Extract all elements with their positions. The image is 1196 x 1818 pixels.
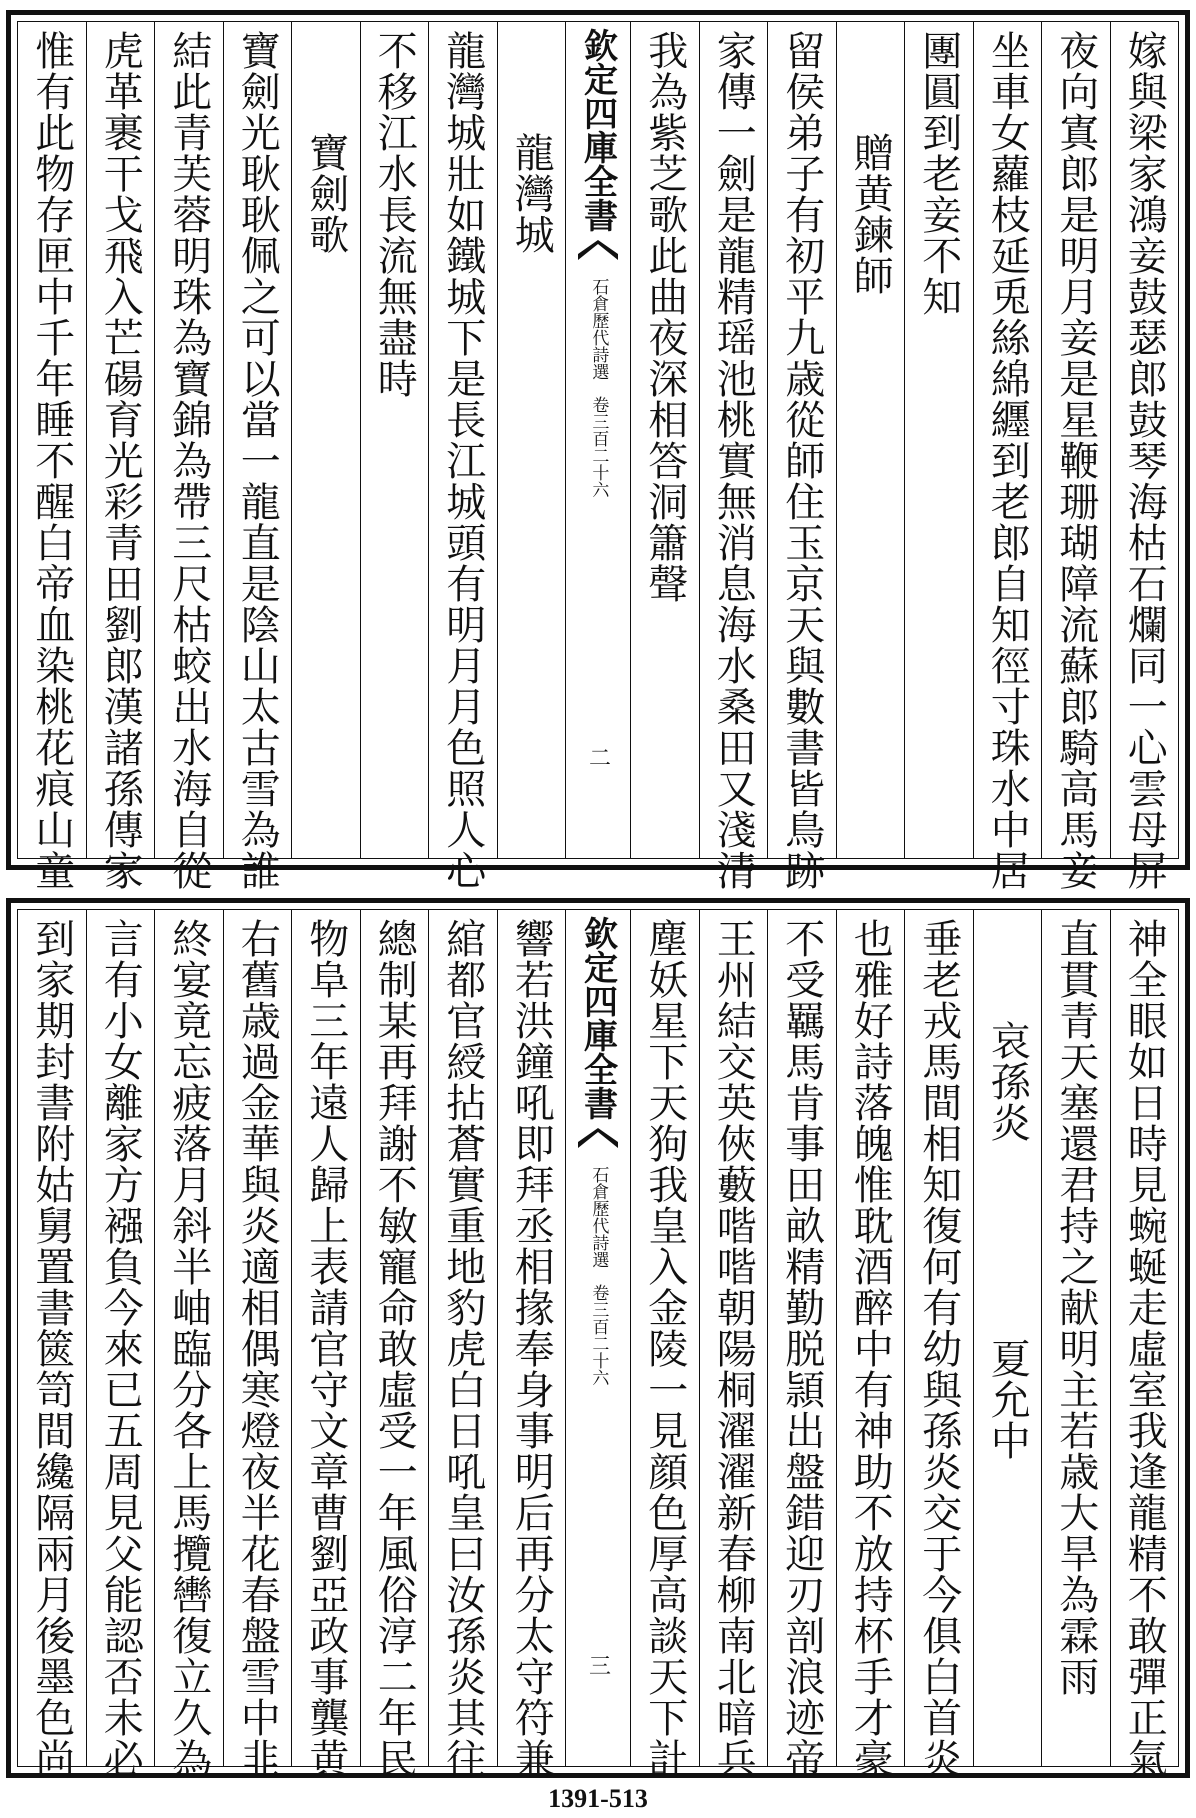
column-text: 到家期封書附姑舅置書篋笥間纔隔兩月後墨色尚 <box>28 918 75 1779</box>
column-text: 言有小女離家方襁負今來已五周見父能認否未必 <box>97 918 144 1779</box>
column-text: 綰都官綬拈蒼實重地豹虎白日吼皇曰汝孫炎其往 <box>439 918 486 1779</box>
volume-number: 卷三百二十六 <box>588 396 609 498</box>
text-column <box>973 22 1042 891</box>
text-column <box>428 910 497 1779</box>
text-column <box>154 910 223 1779</box>
top-page-frame <box>17 21 1179 891</box>
column-text: 物阜三年遠人歸上表請官守文章曹劉亞政事龔黄 <box>302 918 349 1779</box>
poem-title-column <box>836 22 905 858</box>
bottom-page <box>6 898 1190 1778</box>
text-column <box>836 910 905 1779</box>
column-text: 右舊歳過金華與炎適相偶寒燈夜半花春盤雪中韭 <box>234 918 281 1779</box>
column-text: 家傳一劍是龍精瑶池桃實無消息海水桑田又淺清 <box>710 30 757 891</box>
column-text: 龍灣城壯如鐵城下是長江城頭有明月月色照人心 <box>439 30 486 891</box>
column-text: 坐車女蘿枝延兎絲綿纒到老郎自知徑寸珠水中居 <box>984 30 1031 891</box>
text-column <box>699 910 768 1779</box>
text-column <box>1041 910 1110 1766</box>
text-column <box>18 910 86 1779</box>
book-header: 欽定四庫全書 <box>577 916 618 1120</box>
text-column <box>86 22 155 891</box>
fishtail-mark-icon <box>576 1128 620 1150</box>
poem-title: 龍灣城 <box>508 132 555 255</box>
volume-number: 卷三百二十六 <box>588 1284 609 1386</box>
center-margin <box>565 22 630 858</box>
text-column <box>223 22 292 891</box>
column-text: 王州結交英俠藪喈喈朝陽桐濯濯新春柳南北暗兵 <box>710 918 757 1779</box>
column-text: 虎革裹干戈飛入芒碭育光彩青田劉郎漢諸孫傳家 <box>97 30 144 891</box>
center-margin <box>565 910 630 1766</box>
poem-title-column <box>291 22 360 858</box>
text-column <box>630 910 699 1779</box>
page-number: 三 <box>585 1654 611 1676</box>
text-column <box>360 22 429 858</box>
text-column <box>767 910 836 1779</box>
column-text: 塵妖星下天狗我皇入金陵一見顔色厚高談天下計 <box>641 918 688 1779</box>
text-column <box>630 22 699 858</box>
poem-title-column <box>973 910 1042 1766</box>
text-column <box>699 22 768 891</box>
book-header: 欽定四庫全書 <box>577 28 618 232</box>
column-text: 也雅好詩落魄惟耽酒醉中有神助不放持杯手才豪 <box>847 918 894 1779</box>
column-text: 惟有此物存匣中千年睡不醒白帝血染桃花痕山童 <box>28 30 75 891</box>
text-column <box>360 910 429 1779</box>
column-text: 不受羈馬肯事田畝精勤脱頴出盤錯迎刃剖浪迹帝 <box>778 918 825 1779</box>
column-text: 神全眼如日時見蜿蜒走虛室我逢龍精不敢彈正氣 <box>1121 918 1168 1779</box>
column-text: 留侯弟子有初平九歳從師住玉京天與數書皆鳥跡 <box>778 30 825 891</box>
column-text: 結此青芙蓉明珠為寶錦為帶三尺枯蛟出水海自從 <box>165 30 212 891</box>
column-text: 寶劍光耿耿佩之可以當一龍直是陰山太古雪為誰 <box>234 30 281 891</box>
bottom-page-frame <box>17 909 1179 1779</box>
text-column <box>86 910 155 1779</box>
poem-title-column <box>497 22 566 858</box>
page-footer-number: 1391-513 <box>548 1784 648 1813</box>
column-text: 響若洪鐘吼即拜丞相掾奉身事明后再分太守符兼 <box>508 918 555 1779</box>
collection-title: 石倉歷代詩選 <box>588 1166 609 1268</box>
text-column <box>904 22 973 858</box>
column-text: 總制某再拜謝不敏寵命敢虛受一年風俗淳二年民 <box>371 918 418 1779</box>
text-column <box>1041 22 1110 891</box>
text-column <box>291 910 360 1779</box>
text-column <box>428 22 497 891</box>
column-text: 夜向寘郎是明月妾是星鞭珊瑚障流蘇郎騎高馬妾 <box>1052 30 1099 891</box>
text-column <box>1110 22 1179 891</box>
text-column <box>767 22 836 891</box>
collection-title: 石倉歷代詩選 <box>588 278 609 380</box>
top-page <box>6 10 1190 891</box>
column-text: 直貫青天塞還君持之献明主若歳大旱為霖雨 <box>1052 918 1099 1697</box>
poem-title: 寶劍歌 <box>302 132 349 255</box>
text-column <box>154 22 223 891</box>
column-text: 團圓到老妾不知 <box>915 30 962 317</box>
text-column <box>904 910 973 1779</box>
column-text: 垂老戎馬間相知復何有幼與孫炎交于今俱白首炎 <box>915 918 962 1779</box>
page-number: 二 <box>585 746 611 768</box>
fishtail-mark-icon <box>576 240 620 262</box>
text-column <box>497 910 566 1779</box>
column-text: 嫁與梁家鴻妾鼓瑟郎鼓琴海枯石爛同一心雲母屏 <box>1121 30 1168 891</box>
column-text: 終宴竟忘疲落月斜半岫臨分各上馬攬轡復立久為 <box>165 918 212 1779</box>
text-column <box>18 22 86 891</box>
text-column <box>223 910 292 1779</box>
text-column <box>1110 910 1179 1779</box>
column-text: 我為紫芝歌此曲夜深相答洞簫聲 <box>641 30 688 604</box>
poem-author: 夏允中 <box>984 1338 1031 1461</box>
poem-title: 哀孫炎 <box>984 1020 1031 1143</box>
column-text: 不移江水長流無盡時 <box>371 30 418 399</box>
poem-title: 贈黄鍊師 <box>847 132 894 296</box>
